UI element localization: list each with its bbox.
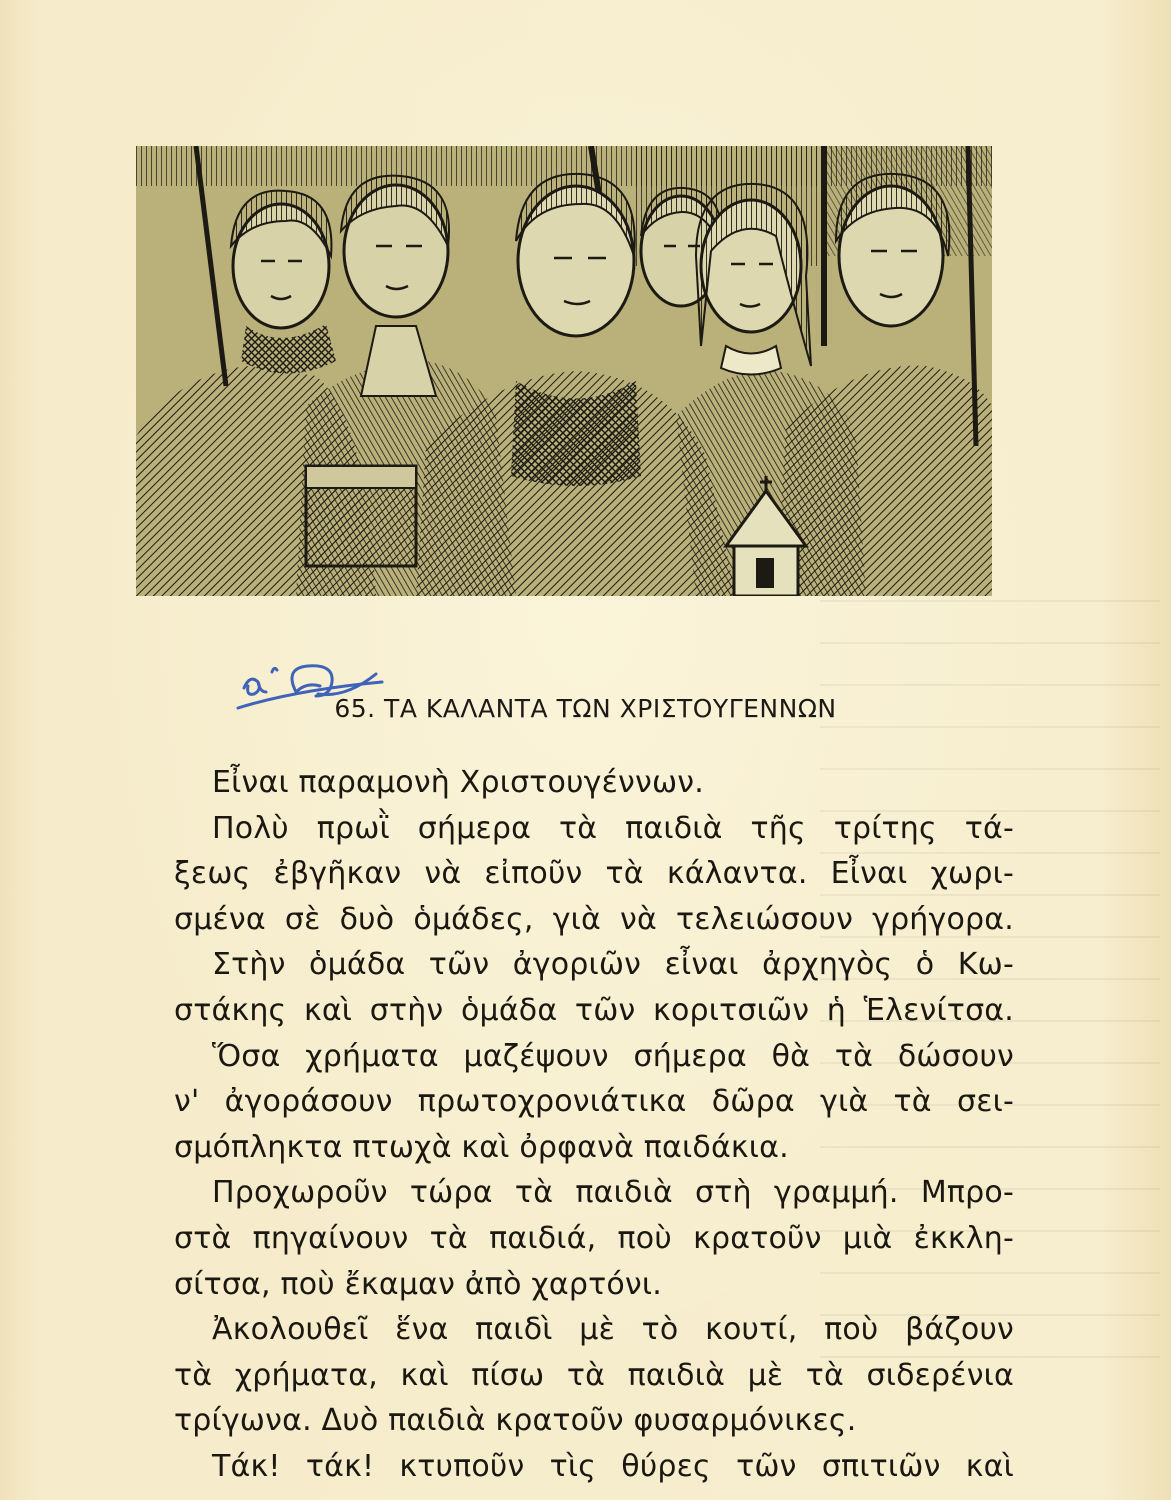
text-line: στὰ πηγαίνουν τὰ παιδιά, ποὺ κρατοῦν μιὰ ἐκκλη- xyxy=(174,1220,1014,1256)
text-line: Τάκ! τάκ! κτυποῦν τὶς θύρες τῶν σπιτιῶν καὶ xyxy=(212,1448,1014,1484)
text-line: τὰ χρήματα, καὶ πίσω τὰ παιδιὰ μὲ τὰ σιδερένια xyxy=(174,1357,1014,1393)
text-line: Ὅσα χρήματα μαζέψουν σήμερα θὰ τὰ δώσουν xyxy=(212,1038,1014,1074)
text-line: σίτσα, ποὺ ἔκαμαν ἀπὸ χαρτόνι. xyxy=(174,1266,662,1302)
text-line: στάκης καὶ στὴν ὁμάδα τῶν κοριτσιῶν ἡ Ἑλενίτσα. xyxy=(174,992,1014,1028)
text-line: σμένα σὲ δυὸ ὁμάδες, γιὰ νὰ τελειώσουν γρήγορα. xyxy=(174,901,1014,937)
illustration-drawing xyxy=(136,146,992,596)
illustration-children-carols xyxy=(136,146,992,596)
body-text xyxy=(174,760,1014,1490)
text-line: Εἶναι παραμονὴ Χριστουγέννων. xyxy=(212,765,704,800)
text-line: ξεως ἐβγῆκαν νὰ εἰποῦν τὰ κάλαντα. Εἶναι χωρι- xyxy=(174,856,1014,892)
text-line: τρίγωνα. Δυὸ παιδιὰ κρατοῦν φυσαρμόνικες. xyxy=(174,1403,857,1439)
text-line: Προχωροῦν τώρα τὰ παιδιὰ στὴ γραμμή. Μπρο- xyxy=(212,1175,1014,1211)
text-line: σμόπληκτα πτωχὰ καὶ ὀρφανὰ παιδάκια. xyxy=(174,1129,789,1165)
chapter-title: 65. ΤΑ ΚΑΛΑΝΤΑ ΤΩΝ ΧΡΙΣΤΟΥΓΕΝΝΩΝ xyxy=(334,694,837,723)
text-line: Στὴν ὁμάδα τῶν ἀγοριῶν εἶναι ἀρχηγὸς ὁ Κω- xyxy=(212,947,1014,983)
text-line: Πολὺ πρωῒ σήμερα τὰ παιδιὰ τῆς τρίτης τά- xyxy=(212,810,1014,846)
text-line: Ἀκολουθεῖ ἕνα παιδὶ μὲ τὸ κουτί, ποὺ βάζουν xyxy=(212,1312,1014,1348)
text-line: ν' ἀγοράσουν πρωτοχρονιάτικα δῶρα γιὰ τὰ σει- xyxy=(174,1084,1014,1120)
